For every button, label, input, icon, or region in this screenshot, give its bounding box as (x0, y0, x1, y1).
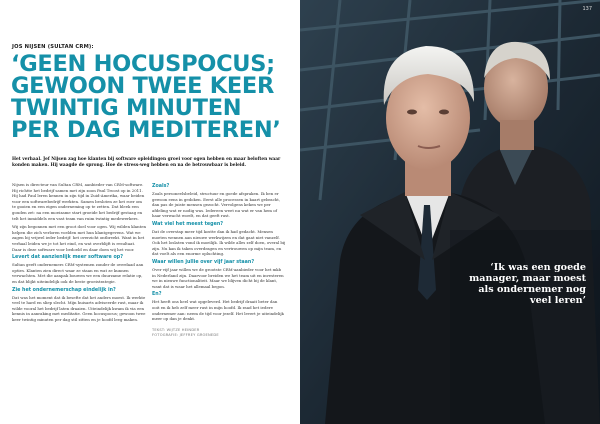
body-paragraph: Zoals personeelsbeleid, structuur en goede afspraken. Ik ben er gewoon eens in gedoken. Eerst alle processen in kaart gebracht, dan pas de juiste mensen gezocht. Vervolgens keken we per afdeling wat er nodig was. Iedereen weet nu wat er van hem of haar verwacht wordt, en dat geeft rust. (152, 191, 281, 219)
article-column-1 (12, 182, 146, 325)
page-number: 137 (582, 6, 592, 12)
body-paragraph: Sultan geeft ondernemers CRM-systemen zonder de overdaad aan opties. Klanten zien direct waar ze staan en wat ze kunnen verwachten. Met die aanpak bouwen we een duurzame relatie op, en dat blijkt uiteindelijk ook de beste groeistrategie. (12, 262, 144, 284)
photo-credit: FOTOGRAFIE: JEFFREY GROENEDE (152, 332, 219, 337)
article-column-2 (152, 182, 286, 338)
question-heading: Zie het ondernemerschap eindelijk in? (12, 287, 116, 293)
portrait-photo (300, 0, 600, 424)
question-heading: Zoals? (152, 184, 170, 189)
headline-line: TWINTIG MINUTEN (11, 95, 242, 121)
article-kicker: JOS NIJSEN (SULTAN CRM): (12, 44, 94, 50)
photo-page (300, 0, 600, 424)
article-intro: Het verhaal. Jef Nijsen zag hoe klanten bij software opleidingen groei voor ogen hebben en maar beloften waar konden maken. Hij waagde de sprong. Hoe de stress-weg hebben en na de betrouwbaar is beleid. (12, 157, 281, 168)
headline-line: PER DAG MEDITEREN’ (11, 117, 281, 143)
body-paragraph: Het heeft ons heel wat opgeleverd. Het bedrijf draait beter dan ooit en ik heb zelf meer rust in mijn hoofd. Ik raad het iedere ondernemer aan: neem de tijd voor jezelf. Het levert je uiteindelijk meer op dan je denkt. (152, 299, 284, 322)
body-paragraph: Nijsen is directeur van Sultan CRM, aanbieder van CRM-software. Hij richtte het bedrijf samen met zijn zoon Paul Troost op in 2011. Hij had Paul leren kennen in zijn tijd in Zuid-Amerika, waar beiden voor een softwarebedrijf werkten. Samen besloten ze het roer om te gooien en een eigen onderneming op te zetten. Dat bleek een gouden zet: na een moeizame start groeide het bedrijf gestaag en telt het inmiddels een vast team van ruim twintig medewerkers. (12, 182, 145, 221)
body-paragraph: Dat was het moment dat ik besefte dat het anders moest. Ik werkte veel te hard en sliep slecht. Mijn huisarts adviseerde rust, maar ik wilde vooral het bedrijf laten draaien. Uiteindelijk kwam ik via een kennis in aanraking met meditatie. Geen hocuspocus; gewoon twee keer twintig minuten per dag stil zitten en je hoofd leeg maken. (12, 294, 146, 322)
body-paragraph: Over vijf jaar willen we de grootste CRM-aanbieder voor het mkb in Nederland zijn. Daarvoor breiden we het team uit en investeren we in nieuwe functionaliteit. Maar we blijven dicht bij de klant, want dat is waar het allemaal begon. (152, 266, 284, 289)
question-heading: Waar willen jullie over vijf jaar staan? (152, 259, 255, 265)
headline-line: ‘GEEN HOCUSPOCUS; (11, 51, 275, 77)
question-heading: Levert dat aanzienlijk meer software op? (12, 255, 123, 261)
article-credits (152, 328, 286, 338)
text-credit: TEKST: WIJTZE HEINDER (152, 327, 200, 332)
body-paragraph: Dat de overstap meer tijd kostte dan ik had gedacht. Mensen moeten wennen aan nieuwe werkwijzen en dat gaat niet vanzelf. Ook het loslaten vond ik moeilijk. Ik wilde alles zelf doen, overal bij zijn. Nu kan ik taken overdragen en vertrouwen op mijn team, en dat voelt als een enorme opluchting. (152, 228, 286, 257)
body-paragraph: Wij zijn begonnen met een groot doel voor ogen. Wij wilden klanten helpen die zich verloren voelden met hun klantgegevens. Wat we zagen bij vrijwel ieder bedrijf: het overzicht ontbreekt. Want in het verhaal leiden we je tot het eind, en wat overblijft is resultaat. Daar is deze software voor bedoeld en daar doen wij het voor. (12, 224, 146, 252)
question-heading: En? (152, 292, 162, 298)
question-heading: Wat viel het meest tegen? (152, 221, 224, 227)
article-headline (11, 53, 296, 141)
headline-line: GEWOON TWEE KEER (11, 73, 275, 99)
pull-quote: ‘Ik was een goede manager, maar moest als ondernemer nog veel leren’ (469, 262, 586, 306)
